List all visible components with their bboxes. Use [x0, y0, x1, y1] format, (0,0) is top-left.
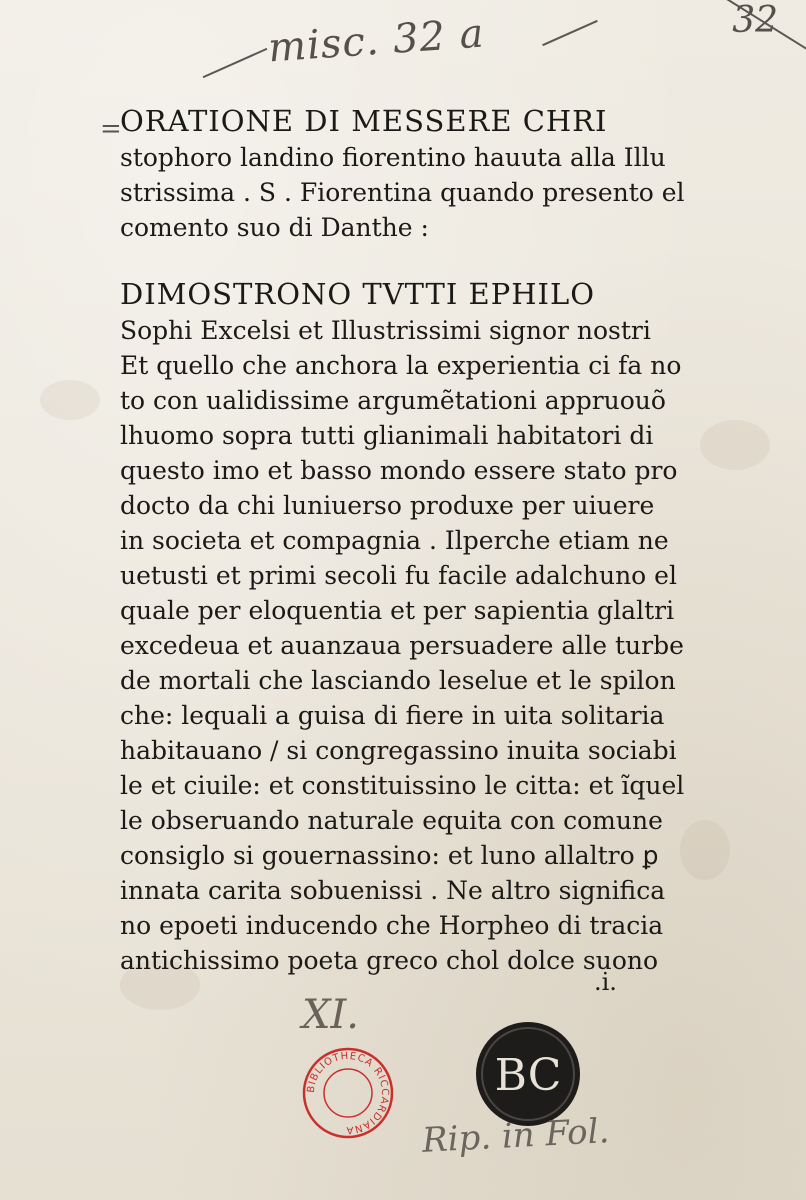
shelfmark-note: misc. 32 a — [266, 10, 486, 72]
body-line: uetusti et primi secoli fu facile adalchuno el — [120, 561, 677, 590]
printed-text-block — [100, 102, 685, 978]
body-line: le et ciuile: et constituissino le citta: et ĩquel — [120, 771, 685, 800]
body-line: Sophi Excelsi et Illustrissimi signor nostri — [120, 316, 651, 345]
page-number-note: 32 — [732, 0, 778, 41]
body-line: excedeua et auanzaua persuadere alle turbe — [120, 631, 684, 660]
shelfmark-stroke — [203, 48, 268, 78]
body-line: quale per eloquentia et per sapientia glaltri — [120, 596, 675, 625]
library-stamp — [300, 1045, 396, 1141]
body-line: innata carita sobuenissi . Ne altro significa — [120, 876, 666, 905]
body-line: no epoeti inducendo che Horpheo di tracia — [120, 911, 664, 940]
bottom-pencil-note: Rip. in Fol. — [421, 1111, 611, 1161]
heading-line-1: ORATIONE DI MESSERE CHRI — [120, 104, 608, 138]
heading-line-4: comento suo di Danthe : — [120, 213, 429, 242]
body-line: to con ualidissime argumẽtationi appruouõ — [120, 386, 666, 415]
heading-dash-mark: = — [100, 114, 122, 144]
paper-stain — [40, 380, 100, 420]
body-line: questo imo et basso mondo essere stato pro — [120, 456, 678, 485]
paper-stain — [700, 420, 770, 470]
body-line: in societa et compagnia . Ilperche etiam ne — [120, 526, 669, 555]
library-stamp-inner-ring — [324, 1069, 372, 1117]
signature-mark: .i. — [594, 968, 617, 996]
library-stamp-text: BIBLIOTHECA RICCARDIANA — [305, 1050, 391, 1136]
body-line: consiglo si gouernassino: et luno allaltro ꝑ — [120, 841, 659, 870]
roman-numeral-note: XI. — [302, 992, 359, 1038]
library-stamp-ring — [304, 1049, 392, 1137]
body-line: lhuomo sopra tutti glianimali habitatori di — [120, 421, 654, 450]
heading-line-2: stophoro landino fiorentino hauuta alla Illu — [120, 143, 666, 172]
body-line: de mortali che lasciando leselue et le spilon — [120, 666, 676, 695]
body-line-1: DIMOSTRONO TVTTI EPHILO — [120, 277, 596, 311]
heading-line-3: strissima . S . Fiorentina quando presento el — [120, 178, 685, 207]
body-line: antichissimo poeta greco chol dolce suono — [120, 946, 659, 975]
body-line: docto da chi luniuerso produxe per uiuere — [120, 491, 655, 520]
body-line: le obseruando naturale equita con comune — [120, 806, 663, 835]
corner-pencil-line — [656, 0, 806, 62]
paper-stain — [680, 820, 730, 880]
shelfmark-stroke — [542, 20, 598, 46]
body-line: habitauano / si congregassino inuita sociabi — [120, 736, 677, 765]
body-line: che: lequali a guisa di fiere in uita solitaria — [120, 701, 665, 730]
bc-monogram-text: BC — [494, 1050, 562, 1101]
body-line: Et quello che anchora la experientia ci fa no — [120, 351, 682, 380]
